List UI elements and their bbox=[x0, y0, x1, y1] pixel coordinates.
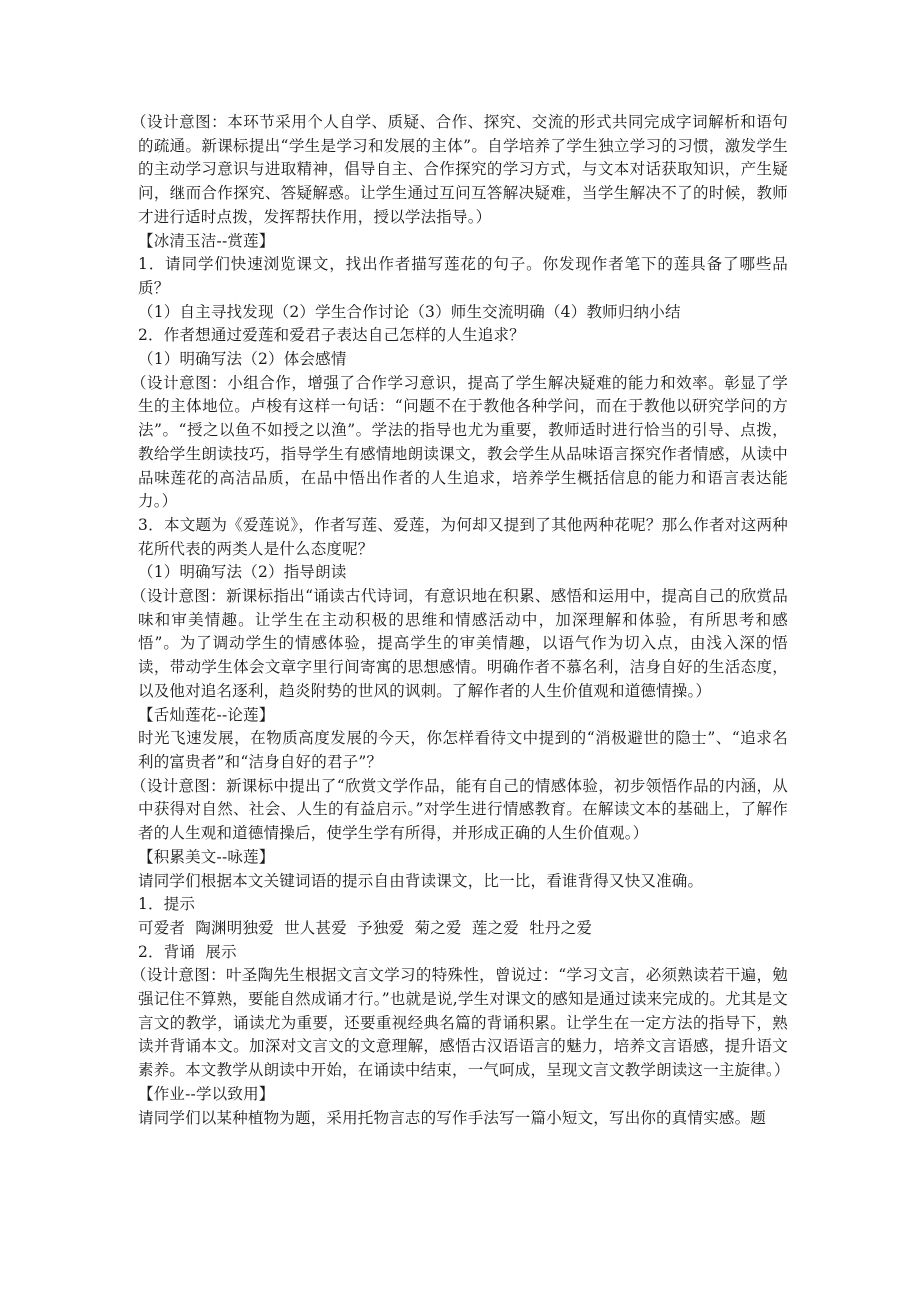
design-intent-paragraph: （设计意图：本环节采用个人自学、质疑、合作、探究、交流的形式共同完成字词解析和语句的疏通。新课标提出“学生是学习和发展的主体”。自学培养了学生独立学习的习惯，激发学生的主动学习意识与进取精神，倡导自主、合作探究的学习方式，与文本对话获取知识，产生疑问，继而合作探究、答疑解惑。让学生通过互问互答解决疑难，当学生解决不了的时候，教师才进行适时点拨，发挥帮扶作用，授以学法指导。） bbox=[131, 113, 788, 226]
question-paragraph: 3．本文题为《爱莲说》，作者写莲、爱莲，为何却又提到了其他两种花呢？那么作者对这两种花所代表的两类人是什么态度呢？ bbox=[138, 515, 788, 558]
document-body bbox=[131, 111, 790, 1130]
design-intent-paragraph: （设计意图：叶圣陶先生根据文言文学习的特殊性，曾说过：“学习文言，必须熟读若干遍，勉强记住不算熟，要能自然成诵才行。”也就是说,学生对课文的感知是通过读来完成的。尤其是文言文的教学，诵读尤为重要，还要重视经典名篇的背诵积累。让学生在一定方法的指导下，熟读并背诵本文。加深对文言文的文意理解，感悟古汉语语言的魅力，培养文言语感，提升语文素养。本文教学从朗读中开始，在诵读中结束，一气呵成，呈现文言文教学朗读这一主旋律。） bbox=[131, 966, 790, 1080]
instruction-paragraph: 请同学们根据本文关键词语的提示自由背读课文，比一比，看谁背得又快又准确。 bbox=[138, 871, 704, 890]
step-label: 1．提示 bbox=[138, 895, 196, 914]
homework-paragraph: 请同学们以某种植物为题，采用托物言志的写作手法写一篇小短文，写出你的真情实感。题 bbox=[138, 1108, 767, 1127]
section-heading-appreciate-lotus: 【冰清玉洁--赏莲】 bbox=[138, 231, 275, 250]
keyword-hints: 可爱者 陶渊明独爱 世人甚爱 予独爱 菊之爱 莲之爱 牡丹之爱 bbox=[138, 918, 593, 937]
question-paragraph: 2．作者想通过爱莲和爱君子表达自己怎样的人生追求？ bbox=[138, 326, 525, 345]
question-paragraph: 时光飞速发展，在物质高度发展的今天，你怎样看待文中提到的“消极避世的隐士”、“追求名利的富贵者”和“洁身自好的君子”？ bbox=[138, 729, 788, 771]
section-heading-homework: 【作业--学以致用】 bbox=[138, 1084, 275, 1103]
steps-paragraph: （1）自主寻找发现（2）学生合作讨论（3）师生交流明确（4）教师归纳小结 bbox=[138, 302, 681, 321]
question-paragraph: 1．请同学们快速浏览课文，找出作者描写莲花的句子。你发现作者笔下的莲具备了哪些品质？ bbox=[138, 255, 788, 297]
design-intent-paragraph: （设计意图：新课标指出“诵读古代诗词，有意识地在积累、感悟和运用中，提高自己的欣赏品味和审美情趣。让学生在主动积极的思维和情感活动中，加深理解和体验，有所思考和感悟”。为了调动学生的情感体验，提高学生的审美情趣，以语气作为切入点，由浅入深的悟读，带动学生体会文章字里行间寄寓的思想感情。明确作者不慕名利，洁身自好的生活态度，以及他对追名逐利，趋炎附势的世风的讽刺。了解作者的人生价值观和道德情操。） bbox=[131, 587, 788, 700]
steps-paragraph: （1）明确写法（2）指导朗读 bbox=[138, 563, 347, 582]
steps-paragraph: （1）明确写法（2）体会感情 bbox=[138, 350, 347, 369]
section-heading-discuss-lotus: 【舌灿莲花--论莲】 bbox=[138, 705, 275, 724]
step-label: 2．背诵 展示 bbox=[138, 942, 237, 961]
design-intent-paragraph: （设计意图：小组合作，增强了合作学习意识，提高了学生解决疑难的能力和效率。彰显了学生的主体地位。卢梭有这样一句话：“问题不在于教他各种学问，而在于教他以研究学问的方法”。“授之以鱼不如授之以渔”。学法的指导也尤为重要，教师适时进行恰当的引导、点拨，教给学生朗读技巧，指导学生有感情地朗读课文，教会学生从品味语言探究作者情感，从读中品味莲花的高洁品质，在品中悟出作者的人生追求，培养学生概括信息的能力和语言表达能力。） bbox=[131, 373, 788, 511]
design-intent-paragraph: （设计意图：新课标中提出了“欣赏文学作品，能有自己的情感体验，初步领悟作品的内涵，从中获得对自然、社会、人生的有益启示。”对学生进行情感教育。在解读文本的基础上，了解作者的人生观和道德情操后，使学生学有所得，并形成正确的人生价值观。） bbox=[131, 776, 788, 843]
section-heading-recite-lotus: 【积累美文--咏莲】 bbox=[138, 847, 275, 866]
